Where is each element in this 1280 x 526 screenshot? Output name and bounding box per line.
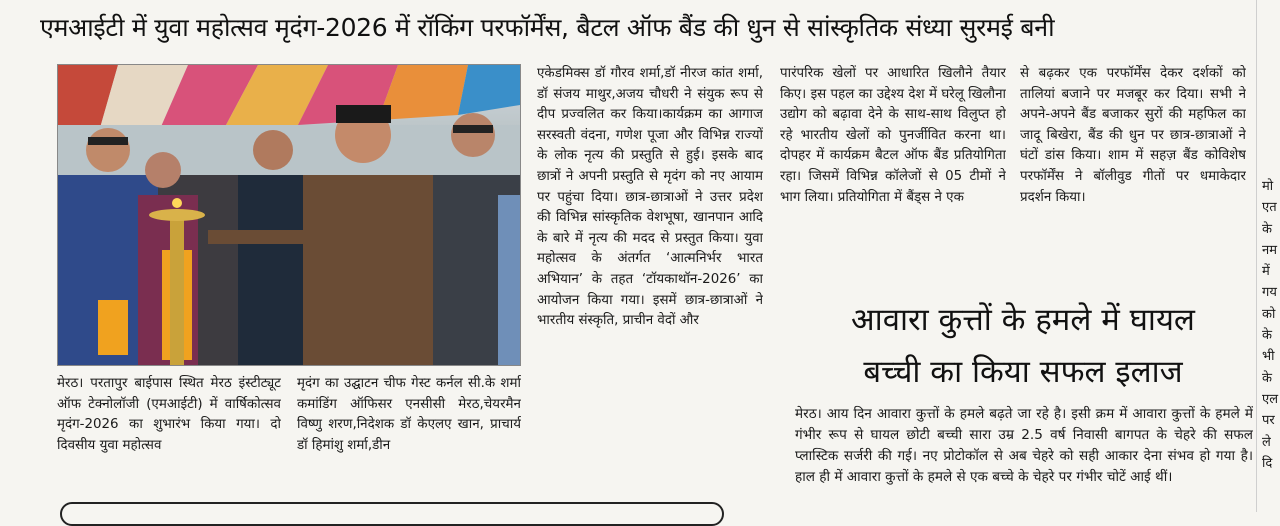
article1-text: पारंपरिक खेलों पर आधारित खिलौने तैयार किए। इस पहल का उद्देश्य देश में घरेलू खिलौना उद्योग को बढ़ावा देने के साथ-साथ विलुप्त हो रहे भारतीय खेलों को पुनर्जीवित करना था। दोपहर में कार्यक्रम बैटल ऑफ बैंड प्रतियोगिता रहा। जिसमें विभिन्न कॉलेजों से 05 टीमों ने भाग लिया। प्रतियोगिता में बैंड्स ने एक (780, 66, 1006, 205)
article1-text: से बढ़कर एक परफॉर्मेंस देकर दर्शकों को तालियां बजाने पर मजबूर कर दिया। सभी ने अपने-अपने बैंड बजाकर सुरों की महफिल का जादू बिखेरा, बैंड की धुन पर छात्र-छात्राओं ने घंटों डांस किया। शाम में सहज़ बैंड कोविशेष परफॉर्मेंस ने बॉलीवुड गीतों पर धमाकेदार प्रदर्शन किया। (1020, 66, 1246, 205)
next-section-frame (60, 502, 724, 526)
edge-text: भी (1262, 349, 1275, 365)
edge-text: नम (1262, 242, 1277, 258)
edge-text: के (1262, 328, 1272, 344)
edge-text: गय (1262, 285, 1277, 301)
article1-text: मेरठ। परतापुर बाईपास स्थित मेरठ इंस्टीट्यूट ऑफ टेक्नोलॉजी (एमआईटी) में वार्षिकोत्सव मृदंग-2026 का शुभारंभ किया गया। दो दिवसीय युवा महोत्सव (57, 376, 281, 453)
edge-text: एत (1262, 200, 1277, 216)
edge-text: के (1262, 221, 1272, 237)
article2-text: मेरठ। आय दिन आवारा कुत्तों के हमले बढ़ते जा रहे है। इसी क्रम में आवारा कुत्तों के हमले में गंभीर रूप से घायल छोटी बच्ची सारा उम्र 2.5 वर्ष निवासी बागपत के चेहरे की सफल प्लास्टिक सर्जरी की गई। नए प्रोटोकॉल से अब चेहरे को सही आकार देना संभव हो गया है। हाल ही में आवारा कुत्तों के हमले से एक बच्चे के चेहरे पर गंभीर चोटें आई थीं। (795, 406, 1253, 485)
article1-column-2 (297, 374, 521, 502)
edge-text: को (1262, 306, 1276, 322)
column-divider (1256, 0, 1257, 512)
article1-column-5 (1020, 64, 1246, 274)
article1-column-1 (57, 374, 281, 502)
article1-column-3 (537, 64, 763, 502)
page-headline: एमआईटी में युवा महोत्सव मृदंग-2026 में रॉकिंग परफॉर्मेंस, बैटल ऑफ बैंड की धुन से सांस्कृतिक संध्या सुरमई बनी (40, 13, 1055, 42)
article2-body (795, 404, 1253, 512)
edge-text: ले (1262, 434, 1271, 450)
edge-text: पर (1262, 413, 1275, 429)
edge-text: में (1262, 264, 1270, 280)
lamp-lighting-photo (58, 65, 520, 365)
edge-text: एल (1262, 391, 1279, 407)
article1-text: मृदंग का उद्घाटन चीफ गेस्ट कर्नल सी.के शर्मा कमांडिंग ऑफिसर एनसीसी मेरठ,चेयरमैन विष्णु शरण,निदेशक डॉ केएलए खान, प्राचार्य डॉ हिमांशु शर्मा,डीन (297, 376, 521, 453)
article1-column-4 (780, 64, 1006, 290)
adjacent-article-fragment (1262, 176, 1280, 474)
edge-text: के (1262, 370, 1272, 386)
event-photo (57, 64, 521, 366)
article1-text: एकेडमिक्स डॉ गौरव शर्मा,डॉ नीरज कांत शर्मा, डॉ संजय माथुर,अजय चौधरी ने संयुक रूप से दीप प्रज्वलित कर किया।कार्यक्रम का आगाज सरस्वती वंदना, गणेश पूजा और विभिन्न राज्यों के लोक नृत्य की प्रस्तुति से हुई। इसके बाद छात्रों ने अपनी प्रस्तुति से मृदंग को नए आयाम पर पहुंचा दिया। छात्र-छात्राओं ने उत्तर प्रदेश की विभिन्न सांस्कृतिक वेशभूषा, खानपान आदि के बारे में नृत्य की मदद से प्रस्तुत किया। युवा महोत्सव के अंतर्गत ‘आत्मनिर्भर भारत अभियान’ के तहत ‘टॉयकाथॉन-2026’ का आयोजन किया गया। इसमें छात्र-छात्राओं ने भारतीय संस्कृति, प्राचीन वेदों और (537, 66, 763, 329)
edge-text: मो (1262, 179, 1274, 194)
article2-headline-line2: बच्ची का किया सफल इलाज (863, 354, 1183, 390)
edge-text: दि (1262, 455, 1273, 471)
article2-headline-line1: आवारा कुत्तों के हमले में घायल (851, 302, 1195, 338)
